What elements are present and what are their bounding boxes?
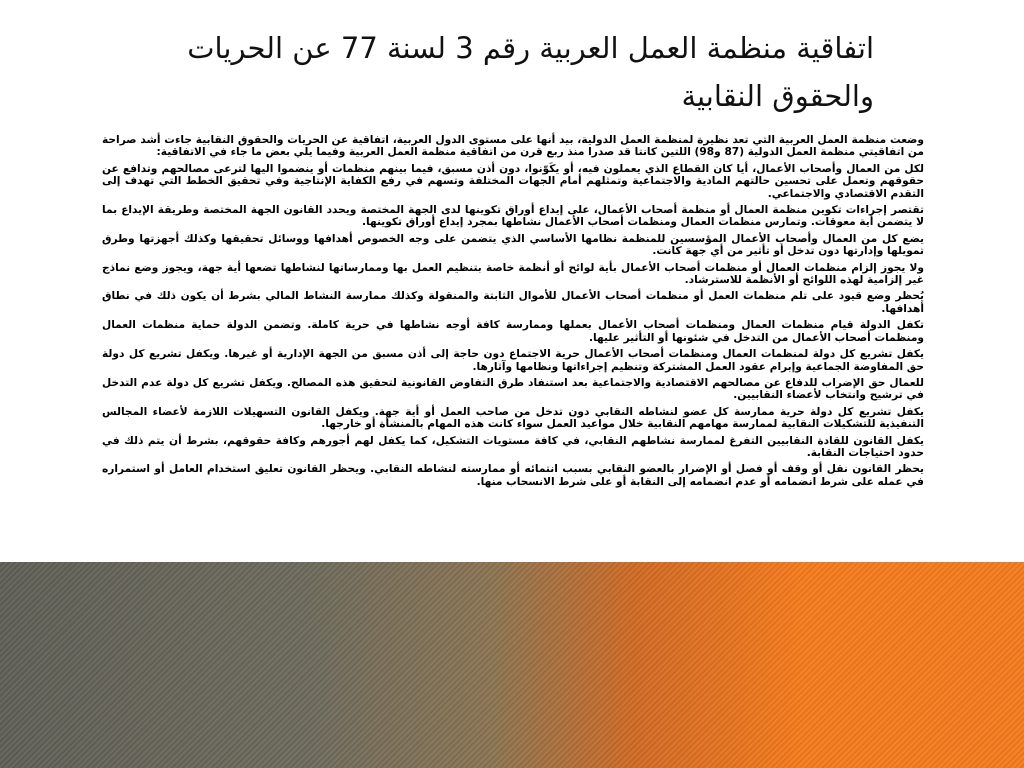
paragraph-bylaws: يضع كل من العمال وأصحاب الأعمال المؤسسين للمنظمة نظامها الأساسي الذي يتضمن على وجه الخصوص أهدافها ووسائل تحقيقها وكذلك أجهزتها وطرق تمويلها وإدارتها دون تدخل أو تأثير من أي جهة كانت. <box>102 232 924 258</box>
paragraph-property: يُحظر وضع قيود على تلم منظمات العمل أو منظمات أصحاب الأعمال للأموال الثابتة والمنقولة وكذلك ممارسة النشاط المالي بشرط أن يكون ذلك في نطاق أهدافها. <box>102 290 924 315</box>
paragraph-assembly-bargaining: يكفل تشريع كل دولة لمنظمات العمال ومنظمات أصحاب الأعمال حرية الاجتماع دون حاجة إلى أذن مسبق من الجهة الإدارية أو غيرها. ويكفل تشريع كل دولة حق المفاوضة الجماعية وإبرام عقود العمل المشتركة وتنظيم إجراءاتها ونظامها وآثارها. <box>102 348 924 373</box>
paragraph-registration: تقتصر إجراءات تكوين منظمة العمال أو منظمة أصحاب الأعمال، على إيداع أوراق تكوينها لدى الجهة المختصة ويحدد القانون الجهة المختصة وطريقة الإيداع بما لا يتضمن أية معوقات. وتمارس منظمات العمال ومنظمات أصحاب الأعمال نشاطها بمجرد إيداع أوراق تكوينها. <box>102 204 924 229</box>
paragraph-right-to-organize: لكل من العمال وأصحاب الأعمال، أيا كان القطاع الذي يعملون فيه، أو يكَوّنوا، دون أذن مسبق، فيما بينهم منظمات أو ينضموا اليها لترعى مصالحهم وتدافع عن حقوقهم وتعمل على تحسين حالتهم المادية والاجتماعية وتمثلهم أمام الجهات المختلفة وتسهم في رفع الكفاية الإنتاجية وفي تحقيق الخطط التي تهدف إلى التقدم الاقتصادي والاجتماعي. <box>102 162 924 200</box>
paragraph-strike: للعمال حق الإضراب للدفاع عن مصالحهم الاقتصادية والاجتماعية بعد استنفاد طرق التفاوض القانونية لتحقيق هذه المصالح. ويكفل تشريع كل دولة عدم التدخل في ترشيح وانتخاب لأعضاء النقابيين. <box>102 376 924 402</box>
paragraph-no-imposed-rules: ولا يجوز إلزام منظمات العمال أو منظمات أصحاب الأعمال بأية لوائح أو أنظمة خاصة بتنظيم العمل بها وممارساتها لنشاطها تضعها أية جهة، ويجوز وضع نماذج غير إلزامية لهذه اللوائح أو الأنظمة للاسترشاد. <box>102 261 924 287</box>
paragraph-leader-release: يكفل القانون للقادة النقابيين التفرغ لممارسة نشاطهم النقابي، في كافة مستويات التشكيل، كما يكفل لهم أجورهم وكافة حقوقهم، بشرط أن يتم ذلك في حدود احتياجات النقابة. <box>102 434 924 459</box>
paragraph-anti-discrimination: يحظر القانون نقل أو وقف أو فصل أو الإضرار بالعضو النقابي بسبب انتمائه أو ممارسته لنشاطه النقابي. ويحظر القانون تعليق استخدام العامل أو استمراره في عمله على شرط انضمامه أو عدم انضمامه إلى النقابة أو على شرط الانسحاب منها. <box>102 463 924 488</box>
paragraph-union-activity: يكفل تشريع كل دولة حرية ممارسة كل عضو لنشاطه النقابي دون تدخل من صاحب العمل أو أية جهة. ويكفل القانون التسهيلات اللازمة لأعضاء المجالس التنفيذية للتشكيلات النقابية لممارسة مهامهم النقابية خلال مواعيد العمل سواء كانت هذه المهام بالمنشأة أو خارجها. <box>102 405 924 431</box>
paragraph-intro: وضعت منظمة العمل العربية التي تعد نظيرة لمنظمة العمل الدولية، بيد أنها على مستوى الدول العربية، اتفاقية عن الحريات والحقوق النقابية جاءت أشد صراحة من اتفاقيتي منظمة العمل الدولية (87 و98) اللتين كانتا قد صدرا منذ ربع قرن من اتفاقية منظمة العمل العربية وفيما يلي بعض ما جاء في الاتفاقية: <box>102 134 924 159</box>
paragraph-state-guarantee: تكفل الدولة قيام منظمات العمال ومنظمات أصحاب الأعمال بعملها وممارسة كافة أوجه نشاطها في حرية كاملة. وتضمن الدولة حماية منظمات العمال ومنظمات أصحاب الأعمال من التدخل في شئونها أو التأثير عليها. <box>102 319 924 344</box>
slide-body <box>102 134 924 492</box>
slide-title: اتفاقية منظمة العمل العربية رقم 3 لسنة 77 عن الحريات والحقوق النقابية <box>187 31 874 113</box>
